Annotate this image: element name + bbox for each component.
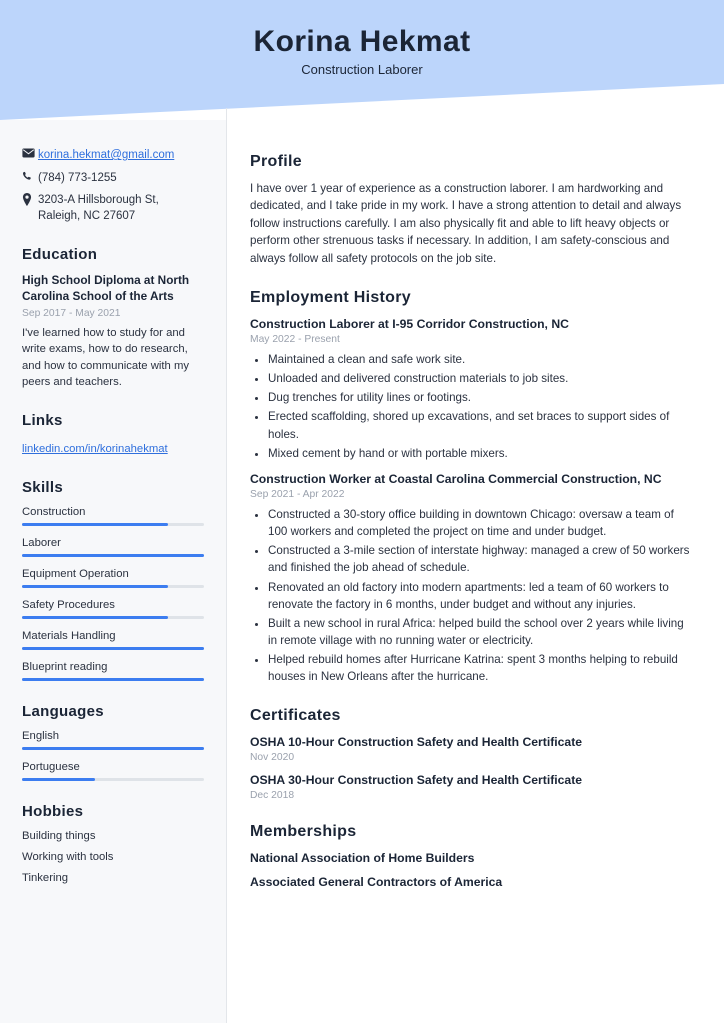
skill-label: Laborer xyxy=(22,537,61,550)
contact-email[interactable]: korina.hekmat@gmail.com xyxy=(38,149,175,161)
skill-bar-track xyxy=(22,523,204,526)
skill-item xyxy=(22,661,204,681)
main-column xyxy=(226,120,724,909)
linkedin-link[interactable]: linkedin.com/in/korinahekmat xyxy=(22,443,168,456)
job-bullet: • Renovated an old factory into modern apartments: led a team of 60 workers to renovate the factory in 6 months, under budget and without any injuries. xyxy=(268,579,692,613)
membership-item: National Association of Home Builders xyxy=(250,851,475,866)
skill-bar-track xyxy=(22,585,204,588)
skill-item xyxy=(22,599,204,619)
job-bullets xyxy=(250,351,692,462)
certificate-name: OSHA 30-Hour Construction Safety and Health Certificate xyxy=(250,773,583,788)
skill-bar-fill xyxy=(22,647,204,650)
skill-item xyxy=(22,506,204,526)
skill-bar-fill xyxy=(22,678,204,681)
skill-item xyxy=(22,537,204,557)
skill-label: Construction xyxy=(22,506,86,519)
skill-item xyxy=(22,568,204,588)
sidebar xyxy=(0,120,226,1023)
profile-heading: Profile xyxy=(250,153,302,170)
skill-label: Equipment Operation xyxy=(22,568,129,581)
candidate-name: Korina Hekmat xyxy=(253,24,471,58)
education-dates: Sep 2017 - May 2021 xyxy=(22,307,121,319)
job-bullet: • Constructed a 3-mile section of interstate highway: managed a crew of 50 workers and finished the job ahead of schedule. xyxy=(268,542,692,576)
skill-label: Safety Procedures xyxy=(22,599,115,612)
skill-bar-fill xyxy=(22,554,204,557)
job-bullet: • Unloaded and delivered construction materials to job sites. xyxy=(268,370,692,387)
contact-address-line1: 3203-A Hillsborough St, xyxy=(38,194,159,207)
certificates-heading: Certificates xyxy=(250,707,341,725)
skill-bar-track xyxy=(22,616,204,619)
language-label: Portuguese xyxy=(22,761,80,774)
education-description: I've learned how to study for and write exams, how to do research, and how to communicate with my peers and teachers. xyxy=(22,326,190,389)
job-bullet: • Dug trenches for utility lines or footings. xyxy=(268,389,692,406)
hobby-item: Tinkering xyxy=(22,872,69,885)
job-bullet: • Erected scaffolding, shored up excavations, and set braces to support sides of holes. xyxy=(268,408,692,442)
language-bar-fill xyxy=(22,747,204,750)
certificate-date: Dec 2018 xyxy=(250,790,295,802)
certificate-entry xyxy=(250,773,692,801)
membership-item: Associated General Contractors of America xyxy=(250,875,503,890)
contact-phone-row xyxy=(22,171,204,187)
education-heading: Education xyxy=(22,246,98,264)
header-text-block xyxy=(0,0,724,95)
hobbies-heading: Hobbies xyxy=(22,803,84,821)
language-item xyxy=(22,730,204,750)
candidate-job-title: Construction Laborer xyxy=(301,61,423,77)
skill-bar-fill xyxy=(22,523,168,526)
job-bullet: • Constructed a 30-story office building in downtown Chicago: oversaw a team of 100 workers and completed the project on time and under budget. xyxy=(268,506,692,540)
language-bar-fill xyxy=(22,778,95,781)
employment-heading: Employment History xyxy=(250,288,411,306)
phone-icon xyxy=(22,171,38,182)
language-bar-track xyxy=(22,747,204,750)
contact-phone: (784) 773-1255 xyxy=(38,171,117,184)
language-label: English xyxy=(22,730,60,743)
profile-text: I have over 1 year of experience as a construction laborer. I am hardworking and dedicated, and I take pride in my work. I have a strong attention to detail and always follow instructions carefully. I am also physically fit and able to lift heavy objects or perform other strenuous tasks if necessary. In addition, I am safety-conscious and always follow all safety protocols on the job site. xyxy=(250,182,682,265)
job-dates: May 2022 - Present xyxy=(250,333,340,345)
location-pin-icon xyxy=(22,193,38,206)
memberships-heading: Memberships xyxy=(250,823,357,841)
skill-item xyxy=(22,630,204,650)
certificate-date: Nov 2020 xyxy=(250,752,295,764)
hobby-item: Working with tools xyxy=(22,851,114,864)
job-bullets xyxy=(250,506,692,686)
certificate-name: OSHA 10-Hour Construction Safety and Health Certificate xyxy=(250,735,583,750)
job-dates: Sep 2021 - Apr 2022 xyxy=(250,488,345,500)
job-bullet: • Helped rebuild homes after Hurricane Katrina: spent 3 months helping to rebuild houses in New Orleans after the hurricane. xyxy=(268,651,692,685)
contact-address xyxy=(38,193,159,224)
job-bullet: • Maintained a clean and safe work site. xyxy=(268,351,692,368)
skill-bar-track xyxy=(22,678,204,681)
envelope-icon xyxy=(22,148,38,158)
skill-label: Materials Handling xyxy=(22,630,116,643)
link-item[interactable] xyxy=(22,439,204,457)
skill-bar-fill xyxy=(22,616,168,619)
links-heading: Links xyxy=(22,412,63,430)
certificate-entry xyxy=(250,735,692,763)
languages-heading: Languages xyxy=(22,703,104,721)
skill-bar-track xyxy=(22,647,204,650)
job-title: Construction Worker at Coastal Carolina Commercial Construction, NC xyxy=(250,471,662,486)
employment-entry xyxy=(250,472,692,686)
skill-bar-track xyxy=(22,554,204,557)
language-bar-track xyxy=(22,778,204,781)
language-item xyxy=(22,761,204,781)
contact-address-row xyxy=(22,193,204,224)
education-school: High School Diploma at North Carolina School of the Arts xyxy=(22,273,190,303)
skill-bar-fill xyxy=(22,585,168,588)
job-bullet: • Built a new school in rural Africa: helped build the school over 2 years while living in remote village with no running water or electricity. xyxy=(268,615,692,649)
skill-label: Blueprint reading xyxy=(22,661,108,674)
contact-address-line2: Raleigh, NC 27607 xyxy=(38,209,136,222)
contact-email-row[interactable] xyxy=(22,148,204,164)
skills-heading: Skills xyxy=(22,479,63,497)
job-bullet: • Mixed cement by hand or with portable mixers. xyxy=(268,445,692,462)
employment-entry xyxy=(250,317,692,462)
hobby-item: Building things xyxy=(22,830,96,843)
job-title: Construction Laborer at I-95 Corridor Construction, NC xyxy=(250,316,569,331)
